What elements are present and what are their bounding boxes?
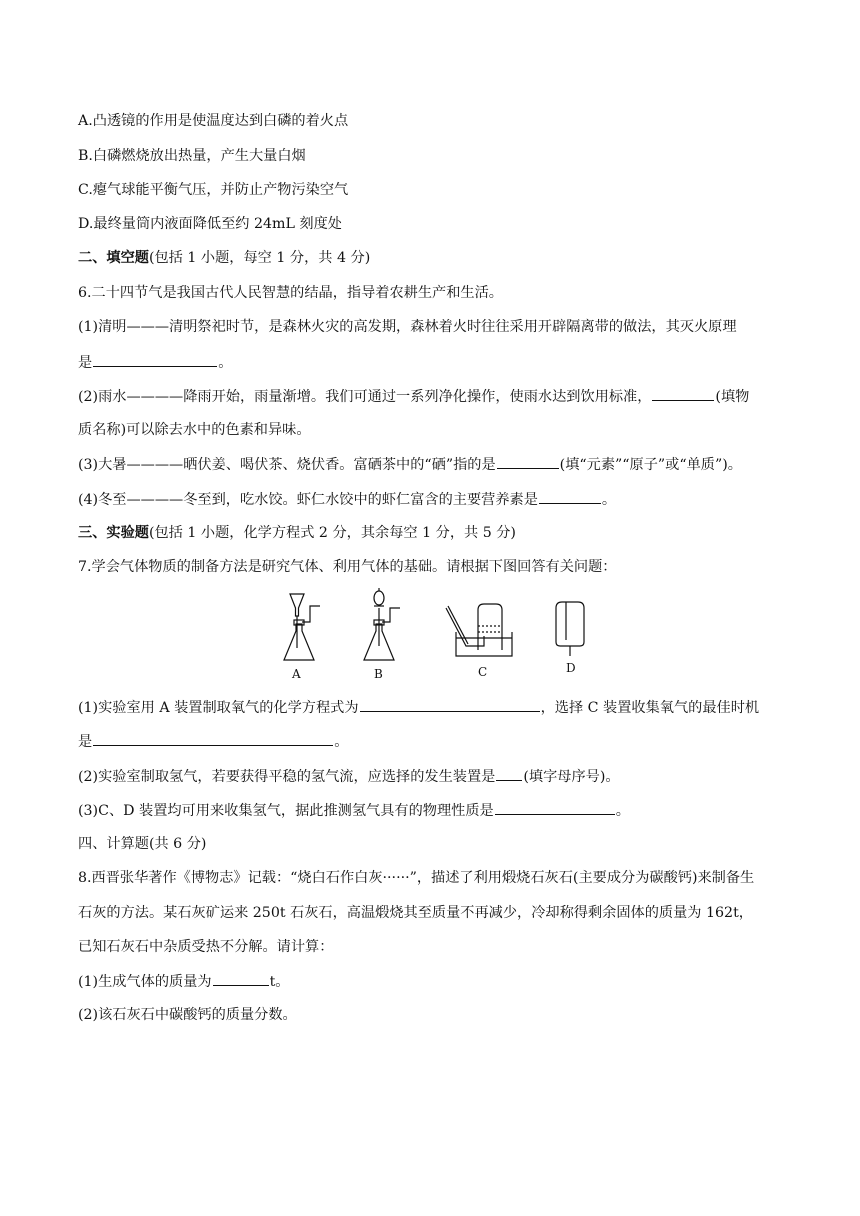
q8-part1 (78, 971, 290, 992)
q6-part3 (78, 454, 742, 475)
apparatus-b-icon (364, 588, 400, 660)
q7-part1-line2 (78, 731, 348, 752)
q7-part1-prefix: (1)实验室用 A 装置制取氧气的化学方程式为 (78, 700, 359, 716)
q8-part2: (2)该石灰石中碳酸钙的质量分数。 (78, 1007, 297, 1023)
q5-option-b: B.白磷燃烧放出热量，产生大量白烟 (78, 148, 306, 164)
q7-part3 (78, 800, 630, 821)
q6-part4-suffix: 。 (601, 492, 617, 508)
section-3-heading (78, 523, 516, 543)
apparatus-figure (270, 586, 600, 682)
q8-stem-line2: 石灰的方法。某石灰矿运来 250t 石灰石，高温煅烧其至质量不再减少，冷却称得剩余固体的质量为 162t， (78, 905, 753, 921)
q6-part3-suffix: (填“元素”“原子”或“单质”)。 (559, 457, 742, 473)
label-a: A (292, 667, 301, 681)
q7-answer-blank-4[interactable] (495, 800, 615, 815)
q8-answer-blank-1[interactable] (213, 971, 269, 986)
apparatus-a-icon (284, 594, 320, 660)
q7-part3-prefix: (3)C、D 装置均可用来收集氢气，据此推测氢气具有的物理性质是 (78, 803, 494, 819)
q6-part3-prefix: (3)大暑————晒伏姜、喝伏茶、烧伏香。富硒茶中的“硒”指的是 (78, 457, 496, 473)
q6-part1-prefix: 是 (78, 355, 93, 371)
section-4-heading: 四、计算题(共 6 分) (78, 836, 207, 852)
q6-part1-suffix: 。 (218, 355, 233, 371)
q7-answer-blank-1[interactable] (360, 697, 540, 712)
q6-part2-prefix: (2)雨水————降雨开始，雨量渐增。我们可通过一系列净化操作，使雨水达到饮用标准， (78, 389, 652, 405)
apparatus-diagram (270, 586, 600, 682)
q8-part1-suffix: t。 (269, 974, 290, 990)
q6-answer-blank-1[interactable] (93, 352, 217, 367)
section-2-note: (包括 1 小题，每空 1 分，共 4 分) (148, 250, 371, 266)
q7-part1-suffix: ，选择 C 装置收集氧气的最佳时机 (540, 700, 760, 716)
apparatus-c-icon (446, 604, 512, 656)
q5-option-a: A.凸透镜的作用是使温度达到白磷的着火点 (78, 113, 349, 129)
q6-answer-blank-3[interactable] (497, 454, 559, 469)
q7-part2 (78, 766, 620, 787)
label-d: D (566, 661, 576, 675)
q7-part2-prefix: (2)实验室制取氢气，若要获得平稳的氢气流，应选择的发生装置是 (78, 769, 496, 785)
q7-part1-line1 (78, 697, 759, 718)
q5-option-d: D.最终量筒内液面降低至约 24mL 刻度处 (78, 216, 342, 232)
q6-part2-suffix: (填物 (715, 389, 750, 405)
section-3-title: 三、实验题 (78, 525, 149, 541)
q7-part1-line2-prefix: 是 (78, 734, 93, 750)
label-b: B (374, 667, 383, 681)
q7-answer-blank-3[interactable] (496, 766, 522, 781)
section-3-note: (包括 1 小题，化学方程式 2 分，其余每空 1 分，共 5 分) (148, 525, 516, 541)
q7-part2-suffix: (填字母序号)。 (523, 769, 620, 785)
apparatus-d-icon (556, 602, 584, 656)
q6-part2-line1 (78, 386, 749, 407)
q8-stem-line3: 已知石灰石中杂质受热不分解。请计算： (78, 939, 334, 955)
q6-answer-blank-2[interactable] (652, 386, 714, 401)
q6-part4 (78, 489, 616, 510)
q7-part1-line2-suffix: 。 (334, 734, 349, 750)
q7-stem: 7.学会气体物质的制备方法是研究气体、利用气体的基础。请根据下图回答有关问题： (78, 559, 617, 575)
q6-part2-line2: 质名称)可以除去水中的色素和异味。 (78, 422, 311, 438)
label-c: C (478, 665, 488, 679)
q8-stem-line1: 8.西晋张华著作《博物志》记载：“烧白石作白灰······”，描述了利用煅烧石灰石(主要成分为碳酸钙)来制备生 (78, 870, 755, 886)
q5-option-c: C.瘪气球能平衡气压，并防止产物污染空气 (78, 182, 349, 198)
q6-answer-blank-4[interactable] (539, 489, 601, 504)
q7-answer-blank-2[interactable] (93, 731, 333, 746)
q6-stem: 6.二十四节气是我国古代人民智慧的结晶，指导着农耕生产和生活。 (78, 285, 503, 301)
q7-part3-suffix: 。 (615, 803, 630, 819)
section-2-title: 二、填空题 (78, 250, 149, 266)
q8-part1-prefix: (1)生成气体的质量为 (78, 974, 212, 990)
q6-part1-line2 (78, 352, 232, 373)
q6-part4-prefix: (4)冬至————冬至到，吃水饺。虾仁水饺中的虾仁富含的主要营养素是 (78, 492, 538, 508)
q6-part1-line1: (1)清明———清明祭祀时节，是森林火灾的高发期，森林着火时往往采用开辟隔离带的做法，其灭火原理 (78, 319, 737, 335)
section-2-heading (78, 248, 370, 268)
